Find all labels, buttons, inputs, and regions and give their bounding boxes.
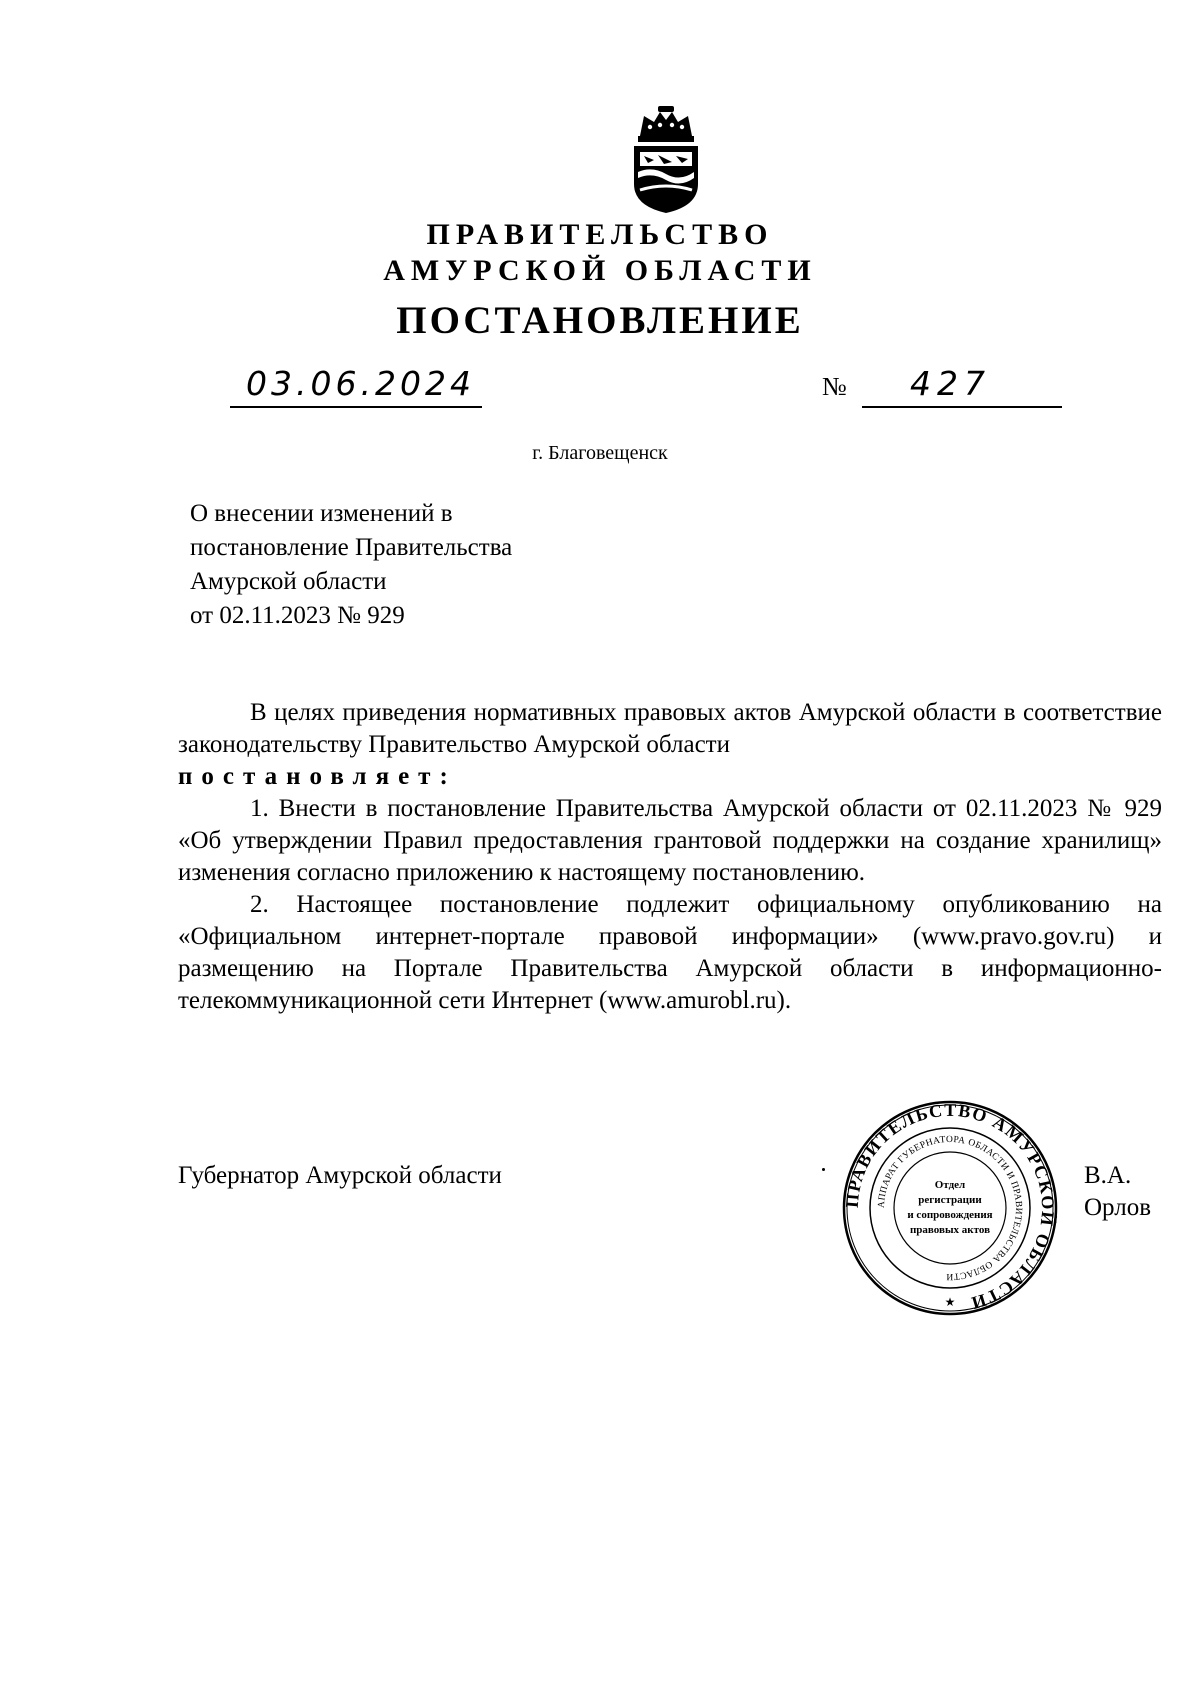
- date-field: [230, 362, 482, 408]
- document-date: 03.06.2024: [246, 364, 475, 403]
- preamble-paragraph: В целях приведения нормативных правовых актов Амурской области в соответствие законодательству Правительство Амурской области: [178, 699, 1162, 758]
- subject-line: О внесении изменений в: [190, 500, 453, 527]
- org-name-line2: АМУРСКОЙ ОБЛАСТИ: [383, 254, 817, 287]
- signature-mark: [822, 1168, 825, 1171]
- city: г. Благовещенск: [532, 442, 668, 464]
- document-subject: [190, 497, 512, 633]
- number-field: [862, 362, 1062, 408]
- stamp-star-icon: ★: [944, 1295, 956, 1309]
- item-2-paragraph: 2. Настоящее постановление подлежит официальному опубликованию на «Официальном интернет-портале правовой информации» (www.pravo.gov.ru) и размещению на Портале Правительства Амурской области в информационно-телекоммуникационной сети Интернет (www.amurobl.ru).: [178, 891, 1162, 1014]
- stamp-outer-text: ПРАВИТЕЛЬСТВО АМУРСКОЙ ОБЛАСТИ: [842, 1099, 1058, 1314]
- subject-line: от 02.11.2023 № 929: [190, 602, 405, 629]
- stamp-center-line: Отдел: [934, 1179, 966, 1191]
- stamp-center-line: и сопровождения: [907, 1209, 993, 1221]
- org-name-line1: ПРАВИТЕЛЬСТВО: [426, 218, 774, 251]
- number-label: №: [822, 372, 847, 401]
- resolves-word: постановляет:: [178, 763, 457, 790]
- subject-line: постановление Правительства: [190, 534, 513, 561]
- official-stamp: [842, 1096, 1058, 1320]
- stamp-center-line: правовых актов: [909, 1224, 991, 1236]
- coat-of-arms-icon: [628, 106, 704, 214]
- item-1-paragraph: 1. Внести в постановление Правительства Амурской области от 02.11.2023 № 929 «Об утверждении Правил предоставления грантовой поддержки на создание хранилищ» изменения согласно приложению к настоящему постановлению.: [178, 795, 1162, 886]
- document-type: ПОСТАНОВЛЕНИЕ: [396, 299, 804, 342]
- stamp-center-line: регистрации: [918, 1194, 982, 1206]
- signer-name: В.А. Орлов: [1084, 1162, 1152, 1221]
- subject-line: Амурской области: [190, 568, 387, 595]
- signer-position: Губернатор Амурской области: [178, 1162, 502, 1189]
- stamp-inner-text: АППАРАТ ГУБЕРНАТОРА ОБЛАСТИ И ПРАВИТЕЛЬСТВА ОБЛАСТИ: [876, 1134, 1024, 1282]
- svg-text:АППАРАТ ГУБЕРНАТОРА ОБЛАСТИ И: [877, 1135, 1023, 1281]
- document-number: 427: [910, 364, 991, 403]
- document-body: [178, 697, 1162, 1017]
